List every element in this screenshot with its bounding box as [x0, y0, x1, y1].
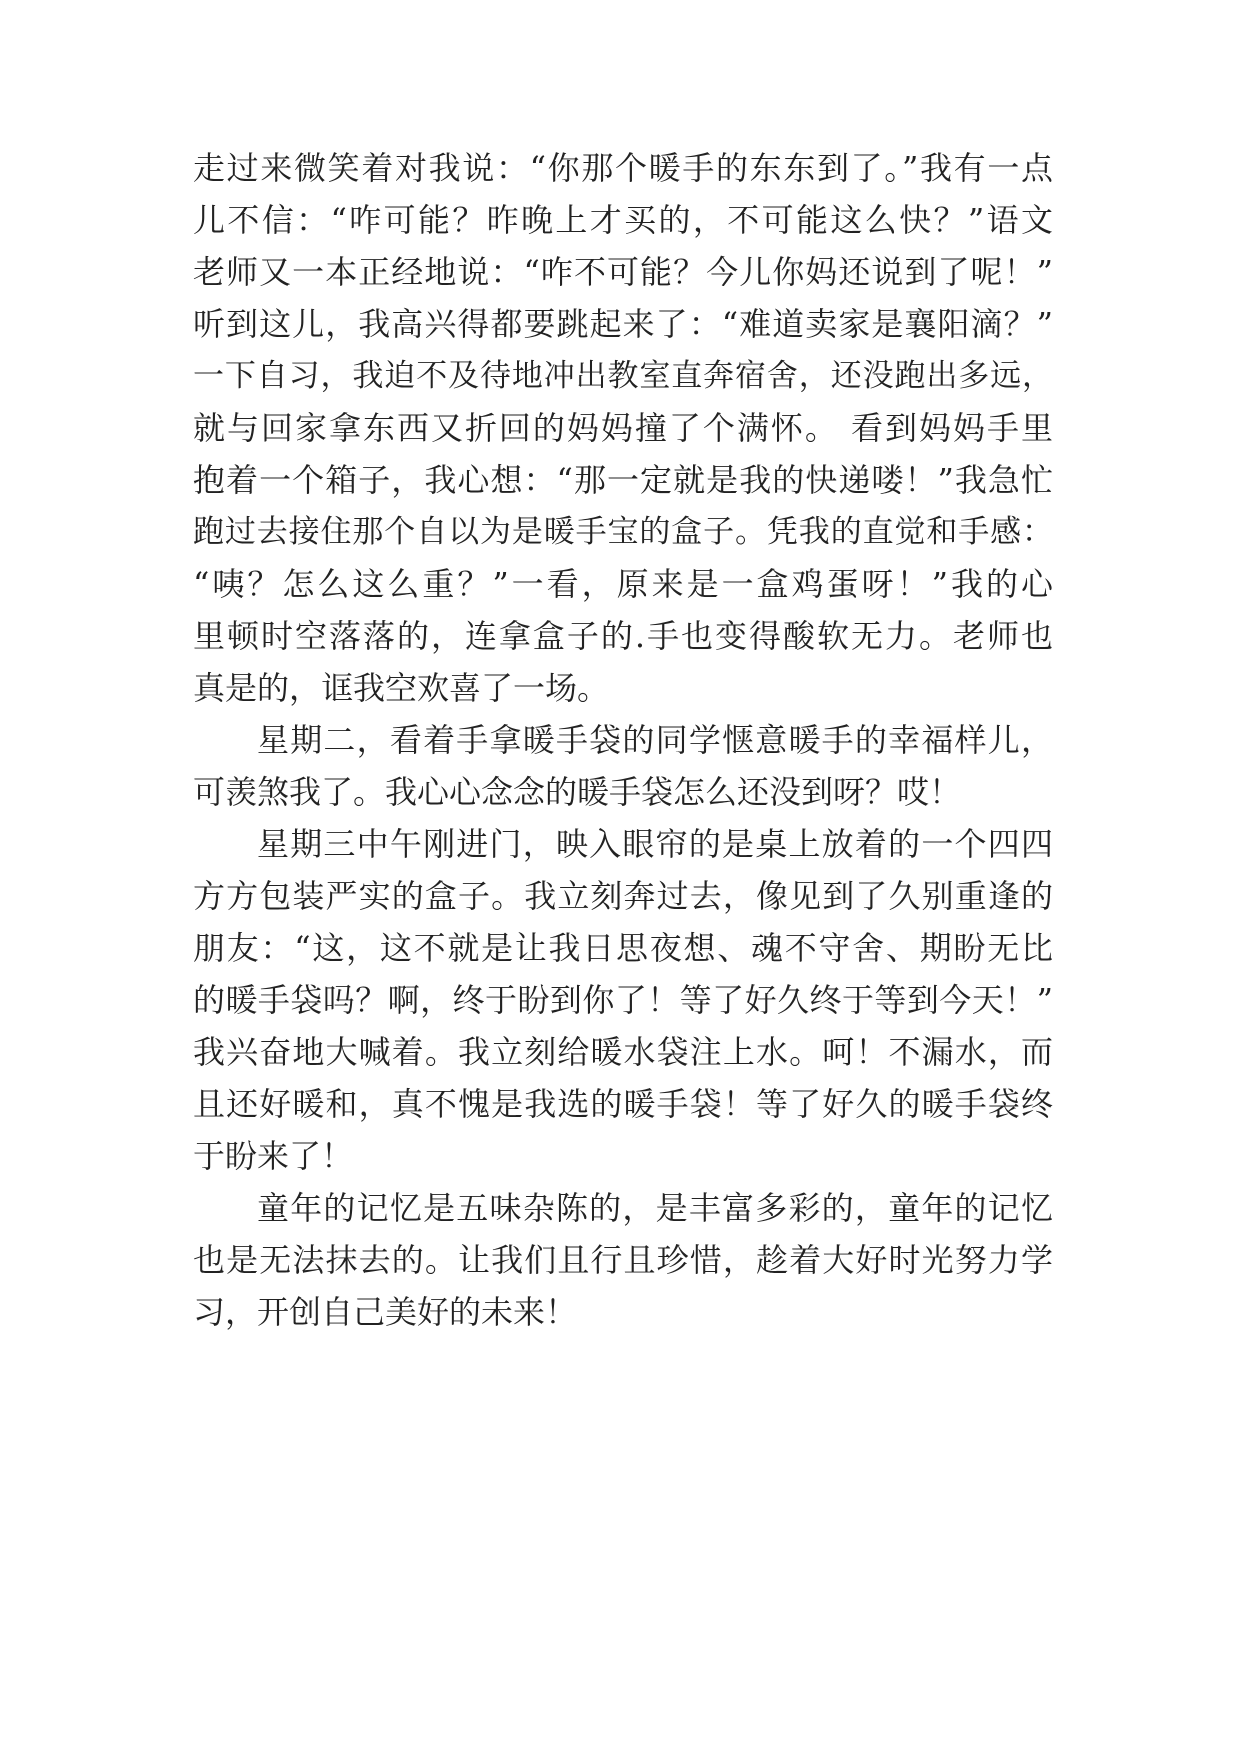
- paragraph-start-line: 星期三中午刚进门，映入眼帘的是桌上放着的一个四四: [257, 825, 1053, 863]
- text-line: 一下自习，我迫不及待地冲出教室直奔宿舍，还没跑出多远，: [193, 358, 1053, 394]
- text-line: 方方包装严实的盒子。我立刻奔过去，像见到了久别重逢的: [193, 877, 1053, 915]
- text-line: 朋友：“这，这不就是让我日思夜想、魂不守舍、期盼无比: [193, 929, 1053, 967]
- text-line: 且还好暖和，真不愧是我选的暖手袋！等了好久的暖手袋终: [193, 1085, 1053, 1123]
- text-line: 我兴奋地大喊着。我立刻给暖水袋注上水。呵！不漏水，而: [193, 1033, 1053, 1071]
- body-text: [193, 142, 1053, 1338]
- text-line: 儿不信：“咋可能？昨晚上才买的，不可能这么快？”语文: [193, 201, 1053, 239]
- text-line: 老师又一本正经地说：“咋不可能？今儿你妈还说到了呢！”: [193, 253, 1053, 291]
- text-line: 也是无法抹去的。让我们且行且珍惜，趁着大好时光努力学: [193, 1241, 1053, 1279]
- text-line: 里顿时空落落的，连拿盒子的.手也变得酸软无力。老师也: [193, 617, 1053, 655]
- text-line: 听到这儿，我高兴得都要跳起来了：“难道卖家是襄阳滴？”: [193, 305, 1053, 343]
- text-line: “咦？怎么这么重？”一看，原来是一盒鸡蛋呀！”我的心: [193, 565, 1053, 603]
- paragraph-start-line: 星期二，看着手拿暖手袋的同学惬意暖手的幸福样儿，: [257, 721, 1053, 759]
- text-line: 的暖手袋吗？啊，终于盼到你了！等了好久终于等到今天！”: [193, 981, 1053, 1019]
- text-line: 真是的，诓我空欢喜了一场。: [193, 669, 610, 707]
- text-line: 就与回家拿东西又折回的妈妈撞了个满怀。 看到妈妈手里: [193, 409, 1053, 447]
- paragraph-start-line: 童年的记忆是五味杂陈的，是丰富多彩的，童年的记忆: [257, 1189, 1053, 1227]
- text-line: 抱着一个箱子，我心想：“那一定就是我的快递喽！”我急忙: [193, 461, 1053, 499]
- text-line: 跑过去接住那个自以为是暖手宝的盒子。凭我的直觉和手感：: [193, 514, 1053, 550]
- text-line: 可羡煞我了。我心心念念的暖手袋怎么还没到呀？哎！: [193, 773, 962, 811]
- text-line: 习，开创自己美好的未来！: [193, 1293, 578, 1331]
- text-line: 于盼来了！: [193, 1137, 354, 1175]
- text-line: 走过来微笑着对我说：“你那个暖手的东东到了。”我有一点: [193, 149, 1053, 187]
